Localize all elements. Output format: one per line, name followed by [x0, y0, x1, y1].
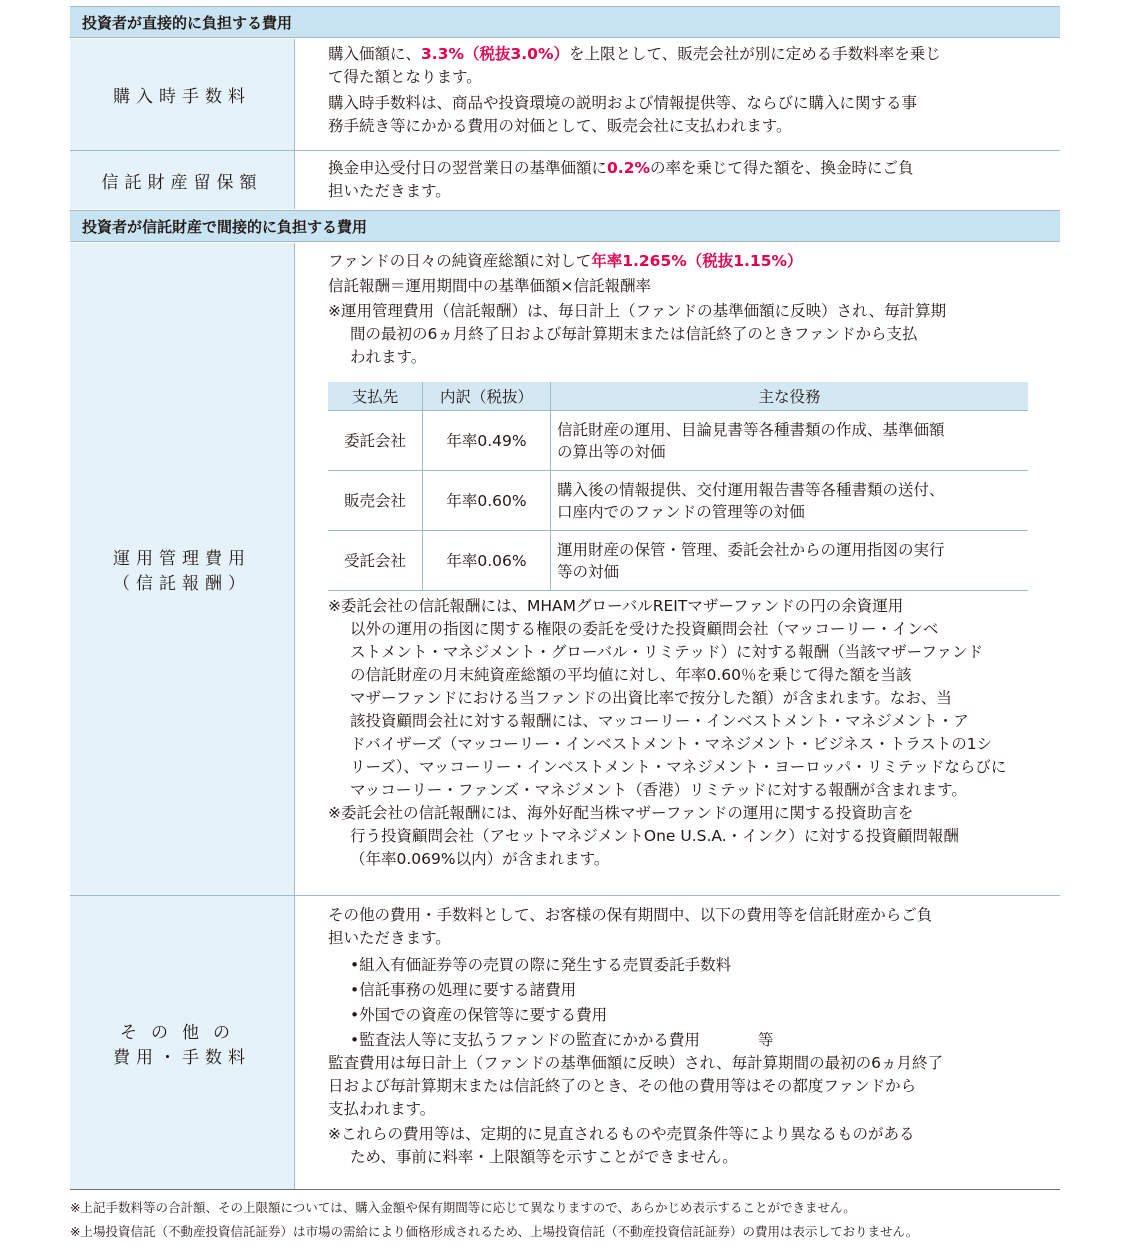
purchase-fee-rate: 3.3%（税抜3.0%）: [421, 45, 569, 63]
service-line: 運用財産の保管・管理、委託会社からの運用指図の実行: [557, 540, 945, 559]
note-1-line: ストメント・マネジメント・グローバル・リミテッド）に対する報酬（当該マザーファンド: [350, 643, 984, 661]
retention-text: 換金申込受付日の翌営業日の基準価額に: [328, 159, 608, 177]
other-fees-note: ため、事前に料率・上限額等を示すことができません。: [350, 1148, 738, 1166]
service-line: 購入後の情報提供、交付運用報告書等各種書類の送付、: [557, 480, 945, 499]
table-cell-payee: 販売会社: [328, 471, 423, 531]
indirect-costs-header-text: 投資者が信託財産で間接的に負担する費用: [82, 217, 368, 236]
direct-costs-header-text: 投資者が直接的に負担する費用: [82, 13, 293, 32]
purchase-fee-line-2: て得た額となります。: [328, 68, 482, 86]
table-bottom-border: [70, 1189, 1060, 1190]
other-fees-line-3: 監査費用は毎日計上（ファンドの基準価額に反映）され、毎計算期間の最初の6ヵ月終了: [328, 1054, 943, 1072]
table-cell-rate: 年率0.49%: [423, 411, 551, 471]
service-line: 等の対価: [557, 562, 620, 581]
service-line: の算出等の対価: [557, 442, 666, 461]
service-line: 口座内でのファンドの管理等の対価: [557, 502, 805, 521]
note-1-line: ドバイザーズ（マッコーリー・インベストメント・マネジメント・ビジネス・トラストの1シ: [350, 735, 993, 753]
table-cell-payee: 受託会社: [328, 531, 423, 591]
other-fees-label: その他の: [120, 1022, 244, 1043]
purchase-fee-label-cell: [70, 39, 295, 150]
note-1-line: マッコーリー・ファンズ・マネジメント（香港）リミテッドに対する報酬が含まれます。: [350, 781, 967, 799]
table-cell-rate: 年率0.60%: [423, 471, 551, 531]
other-fees-bullet: •信託事務の処理に要する諸費用: [350, 981, 577, 999]
note-2-line: （年率0.069%以内）が含まれます。: [350, 850, 610, 868]
other-fees-bullet-text: •監査法人等に支払うファンドの監査にかかる費用: [350, 1031, 700, 1049]
other-fees-line-5: 支払われます。: [328, 1100, 436, 1118]
other-fees-note: ※これらの費用等は、定期的に見直されるものや売買条件等により異なるものがある: [328, 1125, 915, 1143]
other-fees-bullet: •組入有価証券等の売買の際に発生する売買委託手数料: [350, 956, 732, 974]
other-fees-bullet-last: [328, 1029, 1028, 1052]
note-2-line: ※委託会社の信託報酬には、海外好配当株マザーファンドの運用に関する投資助言を: [328, 804, 914, 822]
note-1-line: リーズ）、マッコーリー・インベストメント・マネジメント・ヨーロッパ・リミテッドならびに: [350, 758, 1007, 776]
footnote: ※上記手数料等の合計額、その上限額については、購入金額や保有期間等に応じて異なりますので、あらかじめ表示することができません。: [70, 1200, 856, 1215]
table-cell-rate: 年率0.06%: [423, 531, 551, 591]
table-cell-service: [551, 471, 1029, 531]
note-1-line: ※委託会社の信託報酬には、MHAMグローバルREITマザーファンドの円の余資運用: [328, 597, 904, 615]
retention-line-1: [328, 157, 1028, 180]
purchase-fee-text: 購入価額に、: [328, 45, 422, 63]
table-header-payee: 支払先: [328, 382, 423, 411]
table-header-service: 主な役務: [551, 382, 1029, 411]
management-fee-line-5: われます。: [350, 348, 427, 366]
other-fees-label-cell: [70, 896, 295, 1189]
direct-costs-header: [70, 6, 1060, 38]
table-row: [328, 471, 1028, 531]
footnote: ※上場投資信託（不動産投資信託証券）は市場の需給により価格形成されるため、上場投資信託（不動産投資信託証券）の費用は表示しておりません。: [70, 1224, 919, 1239]
note-1-line: の信託財産の月末純資産総額の平均値に対し、年率0.60％を乗じて得た額を当該: [350, 666, 912, 684]
other-fees-line-4: 日および毎計算期末または信託終了のとき、その他の費用等はその都度ファンドから: [328, 1077, 917, 1095]
table-header-row: [328, 382, 1028, 411]
retention-line-2: 担いただきます。: [328, 182, 451, 200]
fee-breakdown-table: [328, 382, 1028, 591]
other-fees-label-sub: 費用・手数料: [113, 1047, 251, 1068]
indirect-costs-header: [70, 210, 1060, 242]
purchase-fee-line-3: 購入時手数料は、商品や投資環境の説明および情報提供等、ならびに購入に関する事: [328, 94, 918, 112]
retention-content: [328, 157, 1028, 203]
retention-label-cell: [70, 151, 295, 209]
management-fee-content: [328, 250, 1028, 369]
table-cell-payee: 委託会社: [328, 411, 423, 471]
purchase-fee-text: を上限として、販売会社が別に定める手数料率を乗じ: [569, 45, 941, 63]
retention-text: の率を乗じて得た額を、換金時にご負: [650, 159, 914, 177]
purchase-fee-label: 購入時手数料: [113, 87, 251, 107]
note-1-line: 該投資顧問会社に対する報酬には、マッコーリー・インベストメント・マネジメント・ア: [350, 712, 969, 730]
purchase-fee-line-4: 務手続き等にかかる費用の対価として、販売会社に支払われます。: [328, 117, 792, 135]
table-row: [328, 531, 1028, 591]
management-fee-notes: [328, 595, 1028, 871]
other-fees-content: [328, 904, 1028, 1169]
retention-rate: 0.2%: [607, 159, 651, 177]
note-2-line: 行う投資顧問会社（アセットマネジメントOne U.S.A.・インク）に対する投資顧問報酬: [350, 827, 959, 845]
management-fee-text: ファンドの日々の純資産総額に対して: [328, 252, 592, 270]
table-cell-service: [551, 531, 1029, 591]
management-fee-label-cell: [70, 243, 295, 895]
note-1-line: 以外の運用の指図に関する権限の委託を受けた投資顧問会社（マッコーリー・インベ: [350, 620, 939, 638]
table-cell-service: [551, 411, 1029, 471]
note-1-line: マザーファンドにおける当ファンドの出資比率で按分した額）が含まれます。なお、当: [350, 689, 952, 707]
management-fee-line-4: 間の最初の6ヵ月終了日および毎計算期末または信託終了のときファンドから支払: [350, 325, 918, 343]
service-line: 信託財産の運用、目論見書等各種書類の作成、基準価額: [557, 420, 945, 439]
table-row: [328, 411, 1028, 471]
table-header-rate: 内訳（税抜）: [423, 382, 551, 411]
management-fee-label: 運用管理費用: [113, 549, 251, 569]
other-fees-etc: 等: [757, 1031, 774, 1049]
other-fees-line-2: 担いただきます。: [328, 929, 451, 947]
management-fee-rate: 年率1.265%（税抜1.15%）: [591, 252, 803, 270]
purchase-fee-content: [328, 43, 1028, 138]
management-fee-line-2: 信託報酬＝運用期間中の基準価額×信託報酬率: [328, 277, 651, 295]
management-fee-label-sub: （信託報酬）: [113, 574, 251, 594]
other-fees-line-1: その他の費用・手数料として、お客様の保有期間中、以下の費用等を信託財産からご負: [328, 906, 933, 924]
management-fee-line-3: ※運用管理費用（信託報酬）は、毎日計上（ファンドの基準価額に反映）され、毎計算期: [328, 302, 947, 320]
purchase-fee-line-1: [328, 43, 1028, 66]
retention-label: 信託財産留保額: [101, 172, 263, 193]
management-fee-line-1: [328, 250, 1028, 273]
other-fees-bullet: •外国での資産の保管等に要する費用: [350, 1006, 608, 1024]
